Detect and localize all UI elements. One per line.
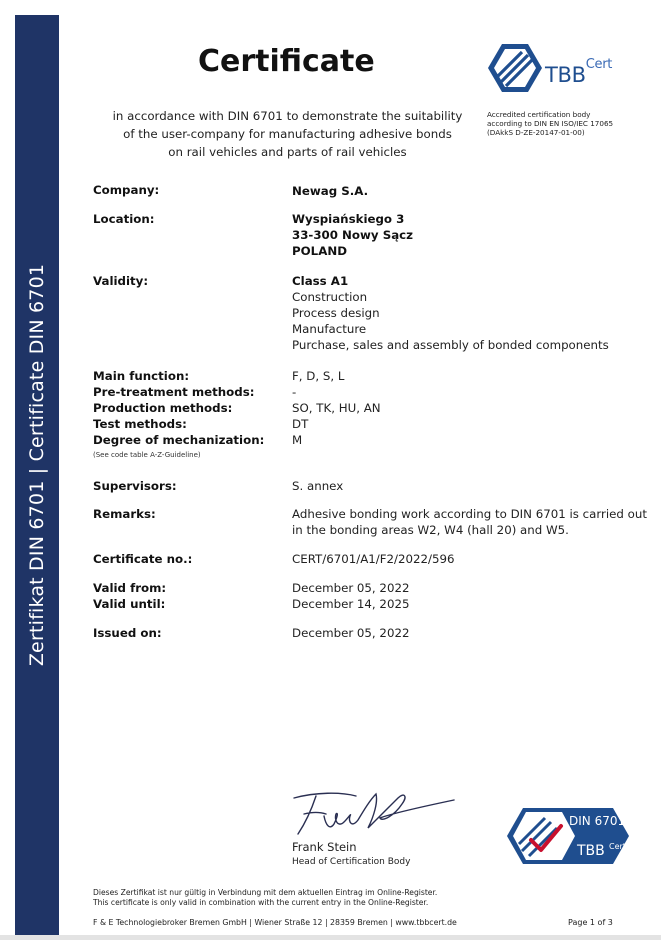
page-number: Page 1 of 3 <box>568 918 613 927</box>
signer-name: Frank Stein <box>292 840 357 854</box>
main-function-value: F, D, S, L <box>292 369 345 383</box>
din-6701-seal-icon <box>505 806 631 866</box>
valid-until-label: Valid until: <box>93 597 166 611</box>
validity-value <box>292 273 609 353</box>
subtitle-line: in accordance with DIN 6701 to demonstrate the suitability <box>112 109 463 123</box>
handwritten-signature <box>286 786 461 841</box>
validity-dates-values <box>292 580 409 612</box>
subtitle-line: on rail vehicles and parts of rail vehicles <box>168 145 407 159</box>
remarks-line: in the bonding areas W2, W4 (hall 20) and W5. <box>292 523 569 537</box>
validity-label: Validity: <box>93 274 149 288</box>
location-line: 33-300 Nowy Sącz <box>292 228 414 242</box>
accreditation-line: according to DIN EN ISO/IEC 17065 <box>487 119 614 128</box>
location-line: POLAND <box>292 244 347 258</box>
validity-line: Manufacture <box>292 322 367 336</box>
mechanization-value: M <box>292 433 303 447</box>
validity-line: Purchase, sales and assembly of bonded components <box>292 338 609 352</box>
mechanization-label: Degree of mechanization: <box>93 433 265 447</box>
test-methods-value: DT <box>292 417 309 431</box>
page-title: Certificate <box>198 44 375 79</box>
location-label: Location: <box>93 212 155 226</box>
production-methods-label: Production methods: <box>93 401 233 415</box>
certificate-no-value: CERT/6701/A1/F2/2022/596 <box>292 552 455 566</box>
seal-din-label: DIN 6701 <box>569 814 626 828</box>
test-methods-label: Test methods: <box>93 417 187 431</box>
logo-suffix: Cert <box>585 57 613 72</box>
footer-address: F & E Technologiebroker Bremen GmbH | Wiener Straße 12 | 28359 Bremen | www.tbbcert.de <box>93 918 457 927</box>
validity-class: Class A1 <box>292 274 349 288</box>
seal-brand: TBB <box>577 843 605 859</box>
location-value <box>292 211 413 259</box>
methods-labels <box>93 368 264 448</box>
remarks-line: Adhesive bonding work according to DIN 6701 is carried out <box>292 507 647 521</box>
main-function-label: Main function: <box>93 369 190 383</box>
accreditation-note <box>487 110 613 137</box>
seal-suffix: Cert <box>609 842 626 851</box>
valid-from-label: Valid from: <box>93 581 167 595</box>
issued-on-value: December 05, 2022 <box>292 626 410 640</box>
validity-dates-labels <box>93 580 166 612</box>
certificate-no-label: Certificate no.: <box>93 552 193 566</box>
footer-note-line: This certificate is only valid in combination with the current entry in the Online-Register. <box>93 898 429 907</box>
sidebar-title: Zertifikat DIN 6701 | Certificate DIN 6701 <box>26 263 48 667</box>
subtitle-line: of the user-company for manufacturing adhesive bonds <box>123 127 452 141</box>
valid-until-value: December 14, 2025 <box>292 597 410 611</box>
pretreatment-label: Pre-treatment methods: <box>93 385 255 399</box>
accreditation-line: Accredited certification body <box>487 110 591 119</box>
validity-line: Construction <box>292 290 368 304</box>
accreditation-line: (DAkkS D-ZE-20147-01-00) <box>487 128 585 137</box>
supervisors-label: Supervisors: <box>93 479 177 493</box>
methods-values <box>292 368 381 448</box>
company-value: Newag S.A. <box>292 184 369 198</box>
logo-wordmark <box>545 57 613 87</box>
logo-brand: TBB <box>545 63 586 87</box>
pretreatment-value: - <box>292 385 297 399</box>
bottom-rule <box>0 935 661 940</box>
remarks-value <box>292 506 647 538</box>
signer-title: Head of Certification Body <box>292 857 411 867</box>
valid-from-value: December 05, 2022 <box>292 581 410 595</box>
company-label: Company: <box>93 183 160 197</box>
issued-on-label: Issued on: <box>93 626 162 640</box>
validity-line: Process design <box>292 306 380 320</box>
footer-note <box>93 888 437 908</box>
footer-note-line: Dieses Zertifikat ist nur gültig in Verbindung mit dem aktuellen Eintrag im Online-Register. <box>93 888 438 897</box>
remarks-label: Remarks: <box>93 507 156 521</box>
location-line: Wyspiańskiego 3 <box>292 212 405 226</box>
subtitle <box>100 107 475 161</box>
supervisors-value: S. annex <box>292 479 344 493</box>
code-table-note: (See code table A-Z-Guideline) <box>93 451 201 459</box>
production-methods-value: SO, TK, HU, AN <box>292 401 381 415</box>
